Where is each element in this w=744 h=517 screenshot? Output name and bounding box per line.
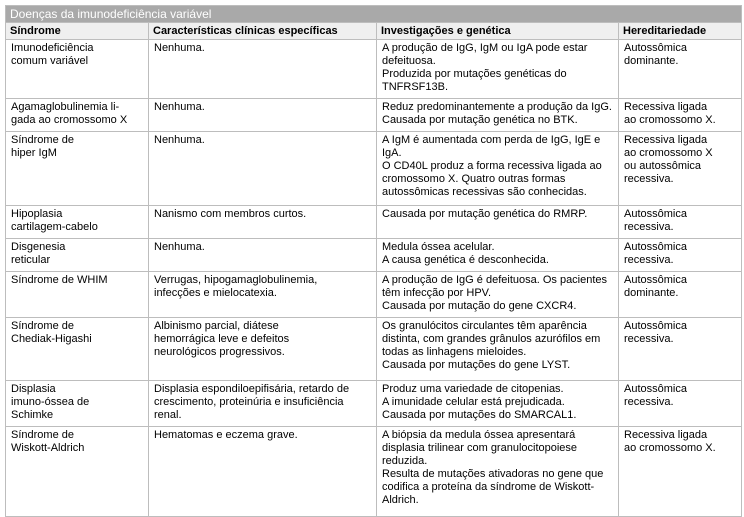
table-title: Doenças da imunodeficiência variável — [6, 6, 742, 23]
cell-clinical: Nenhuma. — [149, 99, 377, 132]
header-heredity: Hereditariedade — [619, 23, 742, 40]
cell-heredity: Autossômica recessiva. — [619, 381, 742, 427]
cell-investigations: Os granulócitos circulantes têm aparência distinta, com grandes grânulos azurófilos em todas as linhagens mieloides. Causada por mutações do gene LYST. — [377, 318, 619, 381]
table-row — [6, 427, 742, 517]
table-row — [6, 272, 742, 318]
immunodeficiency-table — [5, 5, 742, 517]
cell-investigations: Reduz predominantemente a produção da IgG. Causada por mutação genética no BTK. — [377, 99, 619, 132]
cell-investigations: Produz uma variedade de citopenias. A imunidade celular está prejudicada. Causada por mutações do SMARCAL1. — [377, 381, 619, 427]
header-row — [6, 23, 742, 40]
table-row — [6, 239, 742, 272]
cell-syndrome: Síndrome de Wiskott-Aldrich — [6, 427, 149, 517]
cell-syndrome: Disgenesia reticular — [6, 239, 149, 272]
table-container — [5, 5, 741, 517]
cell-heredity: Recessiva ligada ao cromossomo X ou autossômica recessiva. — [619, 132, 742, 206]
cell-investigations: A produção de IgG é defeituosa. Os pacientes têm infecção por HPV. Causada por mutação do gene CXCR4. — [377, 272, 619, 318]
cell-investigations: Causada por mutação genética do RMRP. — [377, 206, 619, 239]
cell-investigations: A biópsia da medula óssea apresentará displasia trilinear com granulocitopoiese reduzida. Resulta de mutações ativadoras no gene que codifica a proteína da síndrome de Wiskott-Aldrich. — [377, 427, 619, 517]
cell-investigations: A IgM é aumentada com perda de IgG, IgE e IgA. O CD40L produz a forma recessiva ligada ao cromossomo X. Quatro outras formas autossômicas recessivas são conhecidas. — [377, 132, 619, 206]
cell-clinical: Nenhuma. — [149, 132, 377, 206]
header-investigations: Investigações e genética — [377, 23, 619, 40]
cell-clinical: Nenhuma. — [149, 40, 377, 99]
cell-syndrome: Síndrome de WHIM — [6, 272, 149, 318]
header-syndrome: Síndrome — [6, 23, 149, 40]
cell-syndrome: Displasia imuno-óssea de Schimke — [6, 381, 149, 427]
cell-clinical: Displasia espondiloepifisária, retardo de crescimento, proteinúria e insuficiência renal. — [149, 381, 377, 427]
cell-heredity: Autossômica recessiva. — [619, 239, 742, 272]
cell-heredity: Autossômica dominante. — [619, 272, 742, 318]
cell-heredity: Autossômica recessiva. — [619, 318, 742, 381]
cell-clinical: Albinismo parcial, diátese hemorrágica leve e defeitos neurológicos progressivos. — [149, 318, 377, 381]
table-row — [6, 99, 742, 132]
table-body — [6, 40, 742, 517]
cell-heredity: Autossômica dominante. — [619, 40, 742, 99]
cell-clinical: Nanismo com membros curtos. — [149, 206, 377, 239]
cell-investigations: A produção de IgG, IgM ou IgA pode estar defeituosa. Produzida por mutações genéticas do TNFRSF13B. — [377, 40, 619, 99]
table-row — [6, 40, 742, 99]
table-row — [6, 318, 742, 381]
table-row — [6, 132, 742, 206]
cell-heredity: Autossômica recessiva. — [619, 206, 742, 239]
cell-heredity: Recessiva ligada ao cromossomo X. — [619, 427, 742, 517]
cell-heredity: Recessiva ligada ao cromossomo X. — [619, 99, 742, 132]
table-row — [6, 381, 742, 427]
cell-syndrome: Hipoplasia cartilagem-cabelo — [6, 206, 149, 239]
table-row — [6, 206, 742, 239]
cell-syndrome: Síndrome de Chediak-Higashi — [6, 318, 149, 381]
cell-syndrome: Imunodeficiência comum variável — [6, 40, 149, 99]
cell-syndrome: Agamaglobulinemia li- gada ao cromossomo X — [6, 99, 149, 132]
header-clinical: Características clínicas específicas — [149, 23, 377, 40]
cell-syndrome: Síndrome de hiper IgM — [6, 132, 149, 206]
cell-clinical: Hematomas e eczema grave. — [149, 427, 377, 517]
cell-investigations: Medula óssea acelular. A causa genética é desconhecida. — [377, 239, 619, 272]
cell-clinical: Verrugas, hipogamaglobulinemia, infecções e mielocatexia. — [149, 272, 377, 318]
table-title-row — [6, 6, 742, 23]
cell-clinical: Nenhuma. — [149, 239, 377, 272]
